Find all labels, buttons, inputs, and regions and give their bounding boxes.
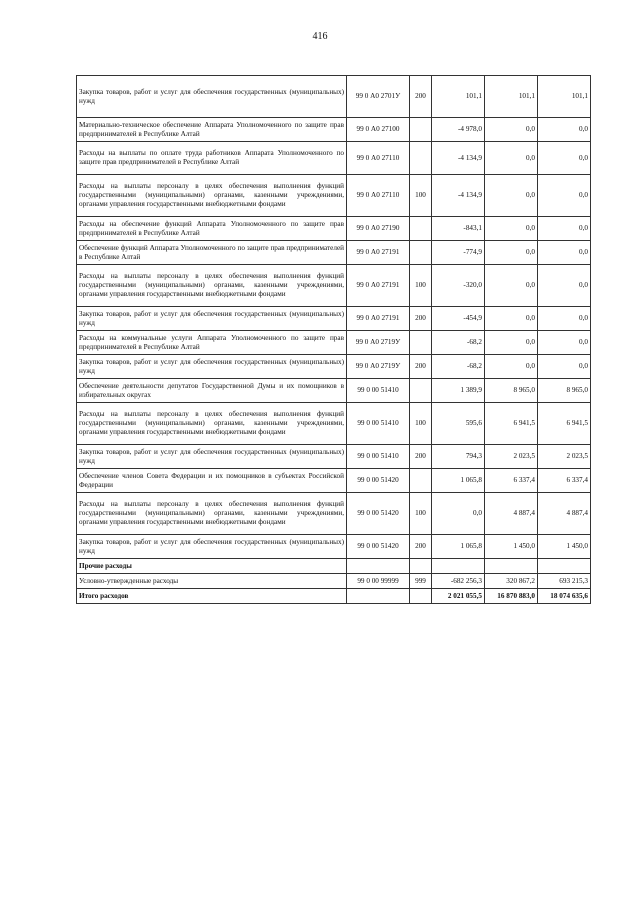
expense-type-cell: 200 <box>410 307 432 331</box>
expense-type-cell <box>410 559 432 574</box>
amount-year-3-cell: 8 965,0 <box>538 379 591 403</box>
budget-code-cell: 99 0 А0 27110 <box>347 142 410 175</box>
amount-year-3-cell: 0,0 <box>538 142 591 175</box>
amount-year-3-cell: 0,0 <box>538 217 591 241</box>
amount-year-2-cell: 4 887,4 <box>485 493 538 535</box>
amount-year-1-cell: -68,2 <box>432 331 485 355</box>
amount-year-3-cell <box>538 559 591 574</box>
expense-name-cell: Расходы на обеспечение функций Аппарата Уполномоченного по защите прав предпринимателей в Республике Алтай <box>77 217 347 241</box>
amount-year-3-cell: 0,0 <box>538 118 591 142</box>
amount-year-1-cell: -682 256,3 <box>432 574 485 589</box>
expense-type-cell: 100 <box>410 175 432 217</box>
amount-year-3-cell: 0,0 <box>538 241 591 265</box>
budget-code-cell <box>347 589 410 604</box>
amount-year-2-cell: 16 870 883,0 <box>485 589 538 604</box>
table-row <box>77 469 591 493</box>
expense-type-cell: 100 <box>410 403 432 445</box>
budget-code-cell: 99 0 А0 27100 <box>347 118 410 142</box>
budget-code-cell <box>347 559 410 574</box>
expense-type-cell <box>410 118 432 142</box>
amount-year-2-cell: 0,0 <box>485 307 538 331</box>
expense-type-cell <box>410 142 432 175</box>
amount-year-3-cell: 0,0 <box>538 355 591 379</box>
expense-name-cell: Прочие расходы <box>77 559 347 574</box>
budget-code-cell: 99 0 А0 2701У <box>347 76 410 118</box>
expense-type-cell <box>410 379 432 403</box>
amount-year-3-cell: 693 215,3 <box>538 574 591 589</box>
table-row <box>77 307 591 331</box>
amount-year-3-cell: 2 023,5 <box>538 445 591 469</box>
expense-type-cell: 200 <box>410 535 432 559</box>
table-row <box>77 559 591 574</box>
budget-code-cell: 99 0 00 51410 <box>347 445 410 469</box>
amount-year-1-cell: -4 134,9 <box>432 142 485 175</box>
amount-year-1-cell: -4 978,0 <box>432 118 485 142</box>
amount-year-2-cell: 6 941,5 <box>485 403 538 445</box>
expense-type-cell <box>410 589 432 604</box>
expense-name-cell: Обеспечение функций Аппарата Уполномоченного по защите прав предпринимателей в Республике Алтай <box>77 241 347 265</box>
amount-year-1-cell: 1 389,9 <box>432 379 485 403</box>
expense-type-cell: 100 <box>410 265 432 307</box>
table-row <box>77 535 591 559</box>
amount-year-1-cell <box>432 559 485 574</box>
amount-year-3-cell: 0,0 <box>538 307 591 331</box>
budget-code-cell: 99 0 А0 27191 <box>347 307 410 331</box>
expense-name-cell: Обеспечение членов Совета Федерации и их помощников в субъектах Российской Федерации <box>77 469 347 493</box>
budget-table <box>76 75 591 604</box>
expense-name-cell: Расходы на выплаты по оплате труда работников Аппарата Уполномоченного по защите прав предпринимателей в Республике Алтай <box>77 142 347 175</box>
table-row <box>77 355 591 379</box>
amount-year-2-cell: 0,0 <box>485 175 538 217</box>
budget-code-cell: 99 0 00 51410 <box>347 403 410 445</box>
table-row <box>77 379 591 403</box>
budget-code-cell: 99 0 А0 27191 <box>347 241 410 265</box>
amount-year-2-cell: 2 023,5 <box>485 445 538 469</box>
amount-year-1-cell: 101,1 <box>432 76 485 118</box>
table-row <box>77 331 591 355</box>
expense-name-cell: Итого расходов <box>77 589 347 604</box>
expense-name-cell: Обеспечение деятельности депутатов Государственной Думы и их помощников в избирательных округах <box>77 379 347 403</box>
amount-year-1-cell: -4 134,9 <box>432 175 485 217</box>
budget-table-body <box>77 76 591 604</box>
table-row <box>77 217 591 241</box>
amount-year-3-cell: 101,1 <box>538 76 591 118</box>
amount-year-1-cell: -454,9 <box>432 307 485 331</box>
amount-year-2-cell: 0,0 <box>485 355 538 379</box>
amount-year-1-cell: 0,0 <box>432 493 485 535</box>
amount-year-2-cell: 0,0 <box>485 118 538 142</box>
table-row <box>77 241 591 265</box>
expense-name-cell: Расходы на выплаты персоналу в целях обеспечения выполнения функций государственными (муниципальными) органами, казенными учреждениями, органами управления государственными внебюджетными фондами <box>77 175 347 217</box>
amount-year-2-cell: 6 337,4 <box>485 469 538 493</box>
expense-type-cell: 200 <box>410 355 432 379</box>
amount-year-2-cell: 0,0 <box>485 265 538 307</box>
amount-year-1-cell: -68,2 <box>432 355 485 379</box>
expense-name-cell: Расходы на коммунальные услуги Аппарата Уполномоченного по защите прав предпринимателей в Республике Алтай <box>77 331 347 355</box>
amount-year-1-cell: 794,3 <box>432 445 485 469</box>
amount-year-3-cell: 6 337,4 <box>538 469 591 493</box>
budget-code-cell: 99 0 00 51420 <box>347 469 410 493</box>
expense-type-cell <box>410 469 432 493</box>
budget-code-cell: 99 0 А0 2719У <box>347 331 410 355</box>
amount-year-2-cell: 8 965,0 <box>485 379 538 403</box>
amount-year-1-cell: -774,9 <box>432 241 485 265</box>
expense-type-cell <box>410 331 432 355</box>
table-row <box>77 574 591 589</box>
budget-code-cell: 99 0 00 99999 <box>347 574 410 589</box>
expense-name-cell: Закупка товаров, работ и услуг для обеспечения государственных (муниципальных) нужд <box>77 445 347 469</box>
amount-year-1-cell: -320,0 <box>432 265 485 307</box>
table-row <box>77 76 591 118</box>
amount-year-1-cell: 2 021 055,5 <box>432 589 485 604</box>
amount-year-3-cell: 6 941,5 <box>538 403 591 445</box>
amount-year-3-cell: 1 450,0 <box>538 535 591 559</box>
table-row <box>77 403 591 445</box>
expense-type-cell: 200 <box>410 76 432 118</box>
expense-name-cell: Материально-техническое обеспечение Аппарата Уполномоченного по защите прав предпринимателей в Республике Алтай <box>77 118 347 142</box>
budget-code-cell: 99 0 А0 2719У <box>347 355 410 379</box>
expense-name-cell: Закупка товаров, работ и услуг для обеспечения государственных (муниципальных) нужд <box>77 76 347 118</box>
expense-type-cell <box>410 217 432 241</box>
amount-year-2-cell: 1 450,0 <box>485 535 538 559</box>
table-row <box>77 118 591 142</box>
amount-year-2-cell: 0,0 <box>485 241 538 265</box>
amount-year-2-cell: 101,1 <box>485 76 538 118</box>
expense-name-cell: Расходы на выплаты персоналу в целях обеспечения выполнения функций государственными (муниципальными) органами, казенными учреждениями, органами управления государственными внебюджетными фондами <box>77 265 347 307</box>
amount-year-1-cell: 1 065,8 <box>432 469 485 493</box>
amount-year-3-cell: 0,0 <box>538 175 591 217</box>
budget-code-cell: 99 0 00 51420 <box>347 493 410 535</box>
expense-name-cell: Расходы на выплаты персоналу в целях обеспечения выполнения функций государственными (муниципальными) органами, казенными учреждениями, органами управления государственными внебюджетными фондами <box>77 403 347 445</box>
budget-code-cell: 99 0 00 51420 <box>347 535 410 559</box>
amount-year-3-cell: 0,0 <box>538 265 591 307</box>
amount-year-2-cell: 320 867,2 <box>485 574 538 589</box>
table-row <box>77 175 591 217</box>
amount-year-2-cell: 0,0 <box>485 142 538 175</box>
budget-code-cell: 99 0 А0 27110 <box>347 175 410 217</box>
budget-code-cell: 99 0 А0 27190 <box>347 217 410 241</box>
table-row <box>77 445 591 469</box>
budget-code-cell: 99 0 00 51410 <box>347 379 410 403</box>
expense-name-cell: Закупка товаров, работ и услуг для обеспечения государственных (муниципальных) нужд <box>77 535 347 559</box>
expense-type-cell: 200 <box>410 445 432 469</box>
table-row <box>77 493 591 535</box>
expense-name-cell: Расходы на выплаты персоналу в целях обеспечения выполнения функций государственными (муниципальными) органами, казенными учреждениями, органами управления государственными внебюджетными фондами <box>77 493 347 535</box>
table-row <box>77 589 591 604</box>
expense-name-cell: Закупка товаров, работ и услуг для обеспечения государственных (муниципальных) нужд <box>77 355 347 379</box>
page-number: 416 <box>312 31 328 42</box>
amount-year-3-cell: 4 887,4 <box>538 493 591 535</box>
budget-code-cell: 99 0 А0 27191 <box>347 265 410 307</box>
expense-type-cell: 100 <box>410 493 432 535</box>
amount-year-2-cell: 0,0 <box>485 331 538 355</box>
amount-year-2-cell <box>485 559 538 574</box>
amount-year-3-cell: 18 074 635,6 <box>538 589 591 604</box>
amount-year-2-cell: 0,0 <box>485 217 538 241</box>
amount-year-1-cell: 1 065,8 <box>432 535 485 559</box>
table-row <box>77 142 591 175</box>
amount-year-1-cell: -843,1 <box>432 217 485 241</box>
table-row <box>77 265 591 307</box>
expense-type-cell: 999 <box>410 574 432 589</box>
expense-name-cell: Закупка товаров, работ и услуг для обеспечения государственных (муниципальных) нужд <box>77 307 347 331</box>
expense-type-cell <box>410 241 432 265</box>
expense-name-cell: Условно-утвержденные расходы <box>77 574 347 589</box>
amount-year-1-cell: 595,6 <box>432 403 485 445</box>
amount-year-3-cell: 0,0 <box>538 331 591 355</box>
